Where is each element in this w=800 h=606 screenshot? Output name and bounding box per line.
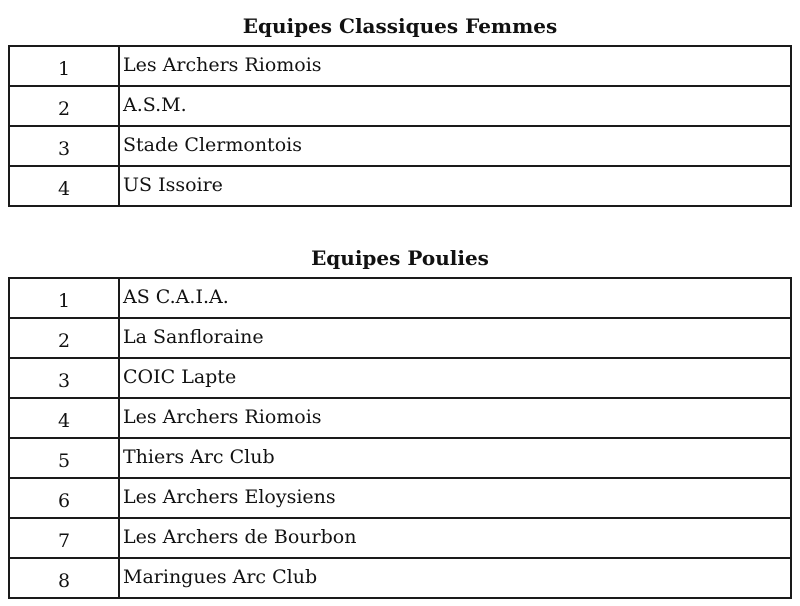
team-name-cell: COIC Lapte xyxy=(119,358,791,398)
team-name-cell: Maringues Arc Club xyxy=(119,558,791,598)
table-row xyxy=(9,278,791,318)
rank-cell: 6 xyxy=(9,478,119,518)
rank-cell: 1 xyxy=(9,278,119,318)
ranking-table-classiques-femmes xyxy=(8,45,792,207)
rank-cell: 2 xyxy=(9,318,119,358)
table-row xyxy=(9,358,791,398)
table-row xyxy=(9,478,791,518)
table-row xyxy=(9,126,791,166)
team-name-cell: Les Archers Riomois xyxy=(119,398,791,438)
rank-cell: 4 xyxy=(9,398,119,438)
rank-cell: 8 xyxy=(9,558,119,598)
team-name-cell: Les Archers Riomois xyxy=(119,46,791,86)
team-name-cell: Stade Clermontois xyxy=(119,126,791,166)
table-row xyxy=(9,558,791,598)
rank-cell: 3 xyxy=(9,126,119,166)
rank-cell: 7 xyxy=(9,518,119,558)
table-row xyxy=(9,46,791,86)
team-name-cell: AS C.A.I.A. xyxy=(119,278,791,318)
table-row xyxy=(9,86,791,126)
team-name-cell: US Issoire xyxy=(119,166,791,206)
table-row xyxy=(9,398,791,438)
rank-cell: 3 xyxy=(9,358,119,398)
ranking-table-poulies xyxy=(8,277,792,599)
rank-cell: 4 xyxy=(9,166,119,206)
team-name-cell: Les Archers Eloysiens xyxy=(119,478,791,518)
team-name-cell: Les Archers de Bourbon xyxy=(119,518,791,558)
rank-cell: 1 xyxy=(9,46,119,86)
team-name-cell: La Sanfloraine xyxy=(119,318,791,358)
table-row xyxy=(9,438,791,478)
team-name-cell: Thiers Arc Club xyxy=(119,438,791,478)
team-name-cell: A.S.M. xyxy=(119,86,791,126)
section-title: Equipes Classiques Femmes xyxy=(242,14,558,38)
table-row xyxy=(9,166,791,206)
section-title: Equipes Poulies xyxy=(311,246,489,270)
rank-cell: 2 xyxy=(9,86,119,126)
table-row xyxy=(9,318,791,358)
table-row xyxy=(9,518,791,558)
rank-cell: 5 xyxy=(9,438,119,478)
